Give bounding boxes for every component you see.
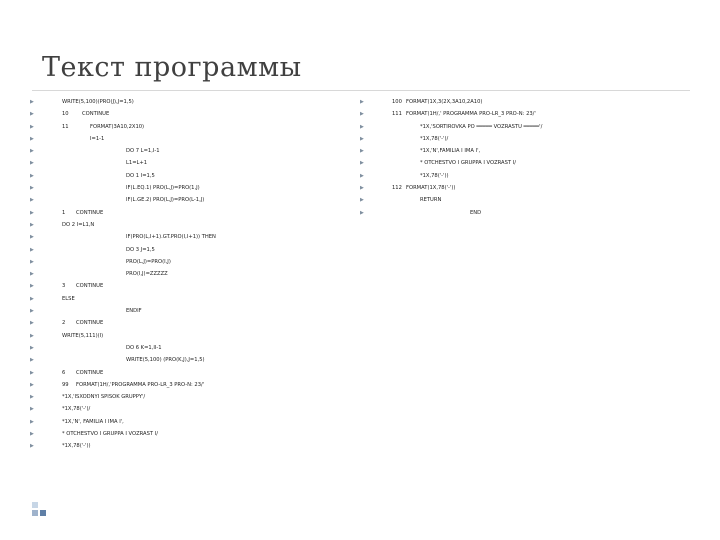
bullet-icon: ▶ bbox=[30, 148, 34, 155]
line-code: *1X,78('-')/ bbox=[62, 406, 91, 413]
code-line bbox=[30, 121, 360, 133]
bullet-icon: ▶ bbox=[30, 357, 34, 364]
code-line bbox=[30, 342, 360, 354]
bullet-icon: ▶ bbox=[360, 148, 364, 155]
line-code: CONTINUE bbox=[76, 369, 104, 376]
code-line bbox=[30, 391, 360, 403]
bullet-icon: ▶ bbox=[30, 221, 34, 228]
code-line bbox=[30, 416, 360, 428]
bullet-icon: ▶ bbox=[360, 135, 364, 142]
code-line bbox=[30, 244, 360, 256]
code-line bbox=[30, 170, 360, 182]
bullet-icon: ▶ bbox=[30, 320, 34, 327]
code-line bbox=[30, 194, 360, 206]
code-column-left bbox=[30, 96, 360, 453]
line-code: PRO(I,J)=ZZZZZ bbox=[126, 271, 168, 278]
bullet-icon: ▶ bbox=[30, 406, 34, 413]
line-code: *1X,'N',FAMILIA I IMA I', bbox=[420, 148, 481, 155]
code-line bbox=[30, 157, 360, 169]
line-label: 1 bbox=[62, 209, 66, 216]
line-code: *1X,'ISXODNYI SPISOK GRUPPY'/ bbox=[62, 394, 146, 401]
bullet-icon: ▶ bbox=[30, 283, 34, 290]
bullet-icon: ▶ bbox=[30, 418, 34, 425]
bullet-icon: ▶ bbox=[30, 99, 34, 105]
bullet-icon: ▶ bbox=[30, 344, 34, 351]
line-label: 111 bbox=[392, 111, 402, 118]
line-code: RETURN bbox=[420, 197, 442, 204]
line-code: DO 1 I=1,5 bbox=[126, 172, 155, 179]
code-line bbox=[360, 170, 690, 182]
line-code: I=1-1 bbox=[90, 135, 105, 142]
line-label: 10 bbox=[62, 111, 69, 118]
code-line bbox=[30, 317, 360, 329]
line-code: DO 3 J=1,5 bbox=[126, 246, 155, 253]
bullet-icon: ▶ bbox=[30, 369, 34, 376]
bullet-icon: ▶ bbox=[30, 332, 34, 339]
bullet-icon: ▶ bbox=[30, 246, 34, 253]
line-code: IF(L.EQ.1) PRO(L,J)=PRO(1,J) bbox=[126, 185, 200, 192]
line-code: ELSE bbox=[62, 295, 75, 302]
line-label: 11 bbox=[62, 123, 69, 130]
bullet-icon: ▶ bbox=[30, 381, 34, 388]
line-code: DO 6 K=1,II-1 bbox=[126, 344, 162, 351]
bullet-icon: ▶ bbox=[30, 197, 34, 204]
bullet-icon: ▶ bbox=[30, 123, 34, 130]
line-label: 6 bbox=[62, 369, 66, 376]
line-code: FORMAT(1X,3(2X,3A10,2A10) bbox=[406, 99, 483, 105]
title-divider bbox=[32, 90, 690, 91]
line-code: L1=L+1 bbox=[126, 160, 148, 167]
code-line bbox=[30, 182, 360, 194]
code-line bbox=[30, 293, 360, 305]
bullet-icon: ▶ bbox=[30, 308, 34, 315]
line-code: *1X,78('-')) bbox=[420, 172, 449, 179]
code-line bbox=[30, 305, 360, 317]
code-line bbox=[30, 231, 360, 243]
line-code: ENDIF bbox=[126, 308, 142, 315]
line-code: WRITE(5,111)(I) bbox=[62, 332, 104, 339]
line-code: FORMAT(1H/,' PROGRAMMA PRO-LR_3 PRO-N: 23/' bbox=[406, 111, 536, 118]
bullet-icon: ▶ bbox=[30, 431, 34, 438]
line-code: WRITE(5,100) (PRO(K,J),J=1,5) bbox=[126, 357, 205, 364]
bullet-icon: ▶ bbox=[30, 443, 34, 450]
code-line bbox=[30, 96, 360, 108]
code-line bbox=[30, 108, 360, 120]
code-line bbox=[30, 268, 360, 280]
bullet-icon: ▶ bbox=[360, 185, 364, 192]
line-label: 99 bbox=[62, 381, 69, 388]
line-code: IF(PRO(L,I+1).GT.PRO(I,I+1)) THEN bbox=[126, 234, 216, 241]
line-label: 112 bbox=[392, 185, 402, 192]
bullet-icon: ▶ bbox=[360, 160, 364, 167]
line-code: DO 2 I=L1,N bbox=[62, 221, 95, 228]
line-label: 2 bbox=[62, 320, 66, 327]
line-code: WRITE(5,100)(PRO(J),J=1,5) bbox=[62, 99, 134, 105]
bullet-icon: ▶ bbox=[360, 197, 364, 204]
code-line bbox=[360, 108, 690, 120]
line-code: *1X,'N', FAMILIA I IMA I', bbox=[62, 418, 124, 425]
code-line bbox=[360, 207, 690, 219]
line-code: * OTCHESTVO I GRUPPA I VOZRAST I/ bbox=[420, 160, 516, 167]
line-code: FORMAT(1H/,'PROGRAMMA PRO-LR_3 PRO-N: 23/' bbox=[76, 381, 205, 388]
line-code: CONTINUE bbox=[76, 283, 104, 290]
code-line bbox=[360, 145, 690, 157]
line-code: *1X,'SORTIROVKA PO ═════ VOZRASTU ═════'/ bbox=[420, 123, 543, 130]
bullet-icon: ▶ bbox=[30, 160, 34, 167]
code-line bbox=[360, 157, 690, 169]
bullet-icon: ▶ bbox=[30, 209, 34, 216]
code-line bbox=[360, 194, 690, 206]
code-line bbox=[30, 133, 360, 145]
line-code: * OTCHESTVO I GRUPPA I VOZRAST I/ bbox=[62, 431, 158, 438]
code-line bbox=[30, 379, 360, 391]
bullet-icon: ▶ bbox=[30, 172, 34, 179]
bullet-icon: ▶ bbox=[30, 295, 34, 302]
code-line bbox=[30, 207, 360, 219]
bullet-icon: ▶ bbox=[360, 111, 364, 118]
line-code: FORMAT(3A10,2X10) bbox=[90, 123, 145, 130]
line-code: FORMAT(1X,78('-')) bbox=[406, 185, 456, 192]
bullet-icon: ▶ bbox=[30, 135, 34, 142]
bullet-icon: ▶ bbox=[30, 394, 34, 401]
bullet-icon: ▶ bbox=[360, 209, 364, 216]
bullet-icon: ▶ bbox=[30, 111, 34, 118]
code-line bbox=[360, 133, 690, 145]
bullet-icon: ▶ bbox=[30, 258, 34, 265]
bullet-icon: ▶ bbox=[360, 172, 364, 179]
line-code: CONTINUE bbox=[82, 111, 110, 118]
line-code: *1X,78('-')) bbox=[62, 443, 91, 450]
code-line bbox=[360, 121, 690, 133]
line-code: PRO(L,J)=PRO(I,J) bbox=[126, 258, 171, 265]
bullet-icon: ▶ bbox=[30, 185, 34, 192]
line-code: DO 7 L=1,I-1 bbox=[126, 148, 160, 155]
code-line bbox=[30, 403, 360, 415]
bullet-icon: ▶ bbox=[360, 123, 364, 130]
line-code: CONTINUE bbox=[76, 209, 104, 216]
code-line bbox=[360, 182, 690, 194]
code-line bbox=[30, 367, 360, 379]
code-line bbox=[30, 440, 360, 452]
line-label: 100 bbox=[392, 99, 402, 105]
code-line bbox=[30, 354, 360, 366]
bullet-icon: ▶ bbox=[360, 99, 364, 105]
code-line bbox=[30, 428, 360, 440]
code-line bbox=[30, 145, 360, 157]
code-column-right bbox=[360, 96, 690, 219]
code-line bbox=[30, 280, 360, 292]
code-line bbox=[360, 96, 690, 108]
line-code: CONTINUE bbox=[76, 320, 104, 327]
line-code: IF(L.GE.2) PRO(L,J)=PRO(L-1,J) bbox=[126, 197, 205, 204]
line-code: END bbox=[470, 209, 482, 216]
code-line bbox=[30, 219, 360, 231]
code-line bbox=[30, 256, 360, 268]
slide-title: Текст программы bbox=[42, 52, 302, 83]
bullet-icon: ▶ bbox=[30, 234, 34, 241]
corner-decoration-icon bbox=[30, 500, 48, 518]
bullet-icon: ▶ bbox=[30, 271, 34, 278]
line-code: *1X,78('-')/ bbox=[420, 135, 449, 142]
code-line bbox=[30, 330, 360, 342]
line-label: 3 bbox=[62, 283, 66, 290]
